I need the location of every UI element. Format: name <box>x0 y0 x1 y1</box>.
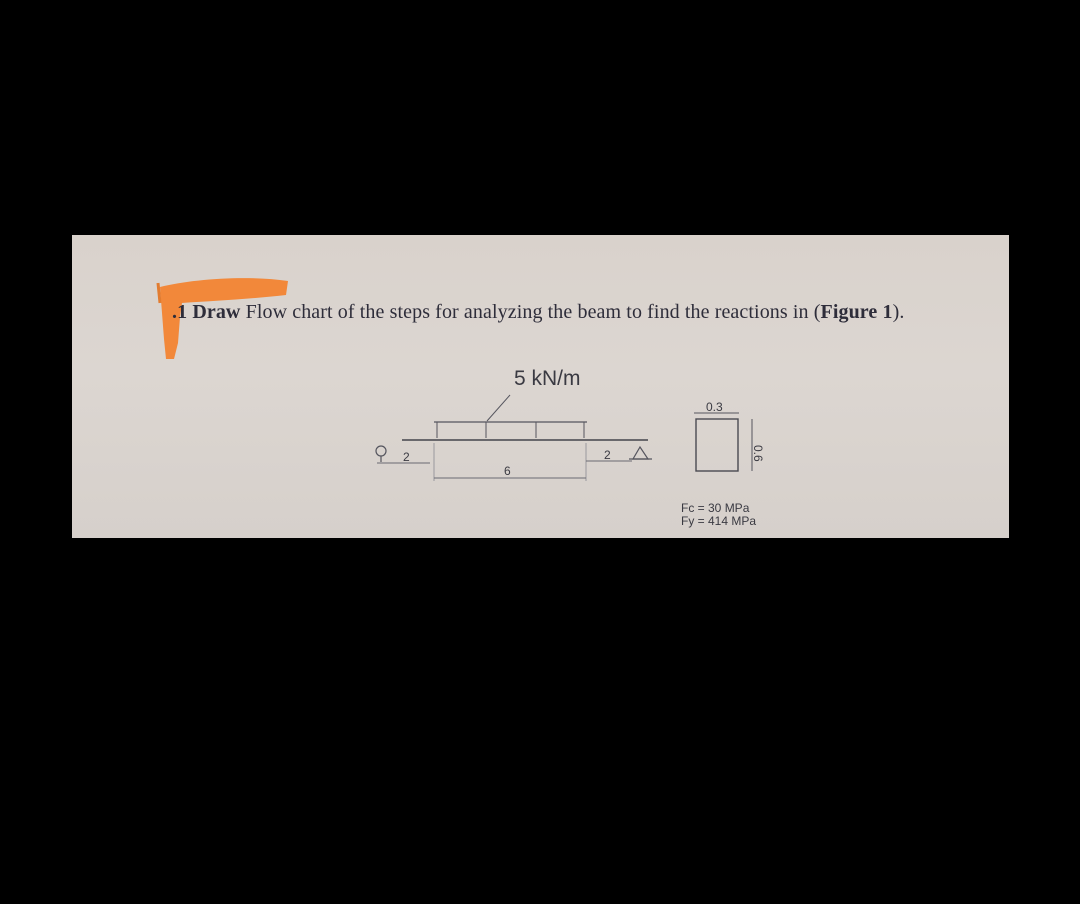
dim-middle: 6 <box>504 464 511 478</box>
dim-left: 2 <box>403 450 410 464</box>
fc-label: Fc = 30 MPa <box>681 501 750 515</box>
question-number: .1 <box>172 301 188 323</box>
figure-ref: Figure 1 <box>820 301 893 323</box>
left-support-icon <box>376 446 386 462</box>
paper-photo <box>72 235 1009 538</box>
question-verb: Draw <box>192 301 241 323</box>
figure-ref-close: ). <box>892 301 905 323</box>
load-arrows <box>437 422 584 438</box>
cross-section <box>696 419 738 471</box>
dim-right: 2 <box>604 448 611 462</box>
right-support-icon <box>629 447 652 459</box>
fy-label: Fy = 414 MPa <box>681 514 757 528</box>
figure-ref-open: ( <box>813 301 821 323</box>
question-body: Flow chart of the steps for analyzing the beam to find the reactions in <box>245 301 809 323</box>
load-label: 5 kN/m <box>514 367 581 390</box>
section-height-label: 0.6 <box>751 445 765 462</box>
load-leader <box>487 395 510 421</box>
beam-figure <box>72 235 1009 538</box>
section-width-label: 0.3 <box>706 400 723 414</box>
